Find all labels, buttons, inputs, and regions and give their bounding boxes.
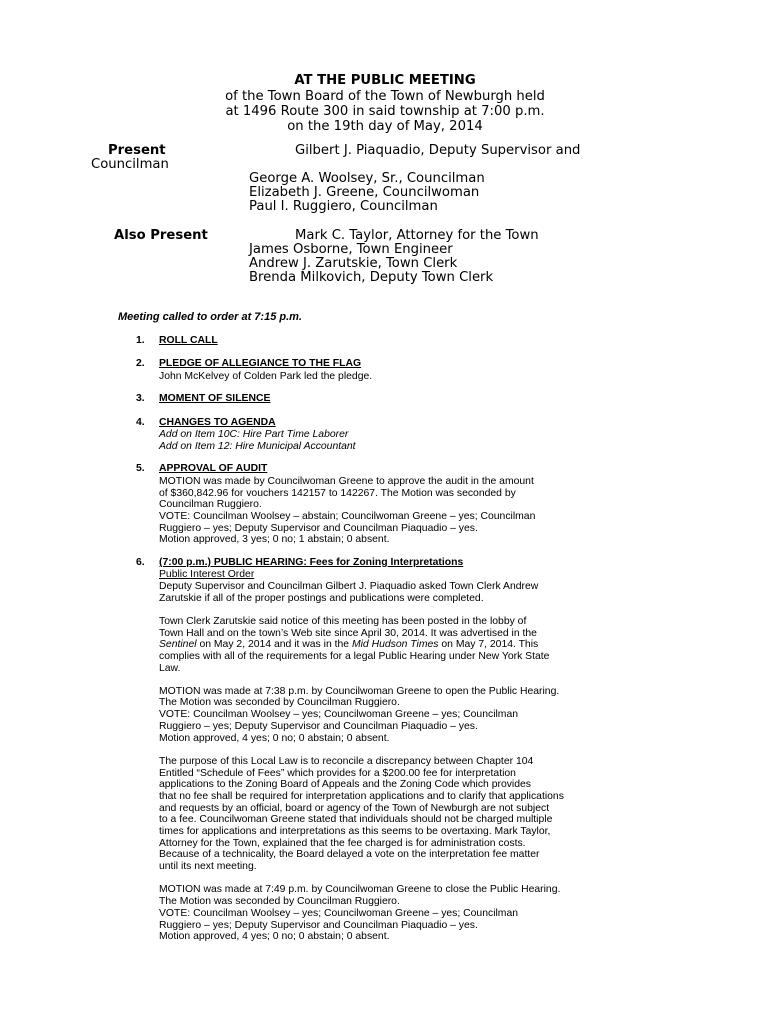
also-present-label: Also Present xyxy=(114,228,208,243)
item-number: 6. xyxy=(136,557,145,568)
also-present-member: Andrew J. Zarutskie, Town Clerk xyxy=(249,256,458,271)
notice-line: Town Hall and on the town’s Web site since April 30, 2014. It was advertised in the xyxy=(159,628,537,639)
open-motion-line: The Motion was seconded by Councilman Ruggiero. xyxy=(159,697,400,708)
present-member: Elizabeth J. Greene, Councilwoman xyxy=(249,185,480,200)
audit-text-line: Ruggiero – yes; Deputy Supervisor and Councilman Piaquadio – yes. xyxy=(159,523,478,534)
item-heading-pledge: PLEDGE OF ALLEGIANCE TO THE FLAG xyxy=(159,358,362,369)
close-motion-line: MOTION was made at 7:49 p.m. by Councilwoman Greene to close the Public Hearing. xyxy=(159,884,561,895)
also-present-first-member: Mark C. Taylor, Attorney for the Town xyxy=(295,228,539,243)
notice-text: on May 7, 2014. This xyxy=(438,639,539,650)
present-label: Present xyxy=(108,143,166,158)
item-number: 4. xyxy=(136,417,145,428)
item-heading-approval-of-audit: APPROVAL OF AUDIT xyxy=(159,463,268,474)
public-interest-order: Public Interest Order xyxy=(159,569,255,580)
open-motion-line: Ruggiero – yes; Deputy Supervisor and Councilman Piaquadio – yes. xyxy=(159,721,478,732)
present-member: Paul I. Ruggiero, Councilman xyxy=(249,199,438,214)
purpose-line: that no fee shall be required for interpretation applications and to clarify that applications xyxy=(159,791,564,802)
open-motion-line: Motion approved, 4 yes; 0 no; 0 abstain; 0 absent. xyxy=(159,733,390,744)
purpose-line: applications to the Zoning Board of Appeals and the Zoning Code which provides xyxy=(159,779,531,790)
purpose-line: times for applications and interpretations as this seems to be overtaxing. Mark Taylor, xyxy=(159,826,551,837)
close-motion-line: Motion approved, 4 yes; 0 no; 0 abstain; 0 absent. xyxy=(159,931,390,942)
item-heading-moment-of-silence: MOMENT OF SILENCE xyxy=(159,393,271,404)
meeting-header-line-3: on the 19th day of May, 2014 xyxy=(287,119,483,134)
purpose-line: Because of a technicality, the Board delayed a vote on the interpretation fee matter xyxy=(159,849,540,860)
pledge-text: John McKelvey of Colden Park led the pledge. xyxy=(159,371,373,382)
purpose-line: The purpose of this Local Law is to reconcile a discrepancy between Chapter 104 xyxy=(159,756,534,767)
newspaper-name: Sentinel xyxy=(159,639,197,650)
newspaper-name: Mid Hudson Times xyxy=(351,639,439,650)
notice-text: on May 2, 2014 and it was in the xyxy=(196,639,352,650)
meeting-header-line-2: at 1496 Route 300 in said township at 7:00 p.m. xyxy=(225,104,545,119)
purpose-line: Attorney for the Town, explained that the fee charged is for administration costs. xyxy=(159,838,526,849)
audit-text-line: MOTION was made by Councilwoman Greene to approve the audit in the amount xyxy=(159,476,534,487)
audit-text-line: Motion approved, 3 yes; 0 no; 1 abstain; 0 absent. xyxy=(159,534,390,545)
notice-line: complies with all of the requirements for a legal Public Hearing under New York State xyxy=(159,651,550,662)
hearing-intro-line: Deputy Supervisor and Councilman Gilbert J. Piaquadio asked Town Clerk Andrew xyxy=(159,581,539,592)
open-motion-line: VOTE: Councilman Woolsey – yes; Councilwoman Greene – yes; Councilman xyxy=(159,709,519,720)
called-to-order: Meeting called to order at 7:15 p.m. xyxy=(118,311,302,323)
purpose-line: to a fee. Councilwoman Greene stated that individuals should not be charged multiple xyxy=(159,814,553,825)
item-heading-public-hearing: (7:00 p.m.) PUBLIC HEARING: Fees for Zoning Interpretations xyxy=(159,557,464,568)
close-motion-line: VOTE: Councilman Woolsey – yes; Councilwoman Greene – yes; Councilman xyxy=(159,908,519,919)
item-number: 1. xyxy=(136,335,145,346)
audit-text-line: Councilman Ruggiero. xyxy=(159,499,262,510)
purpose-line: Entitled “Schedule of Fees” which provides for a $200.00 fee for interpretation xyxy=(159,768,516,779)
item-number: 3. xyxy=(136,393,145,404)
present-member: George A. Woolsey, Sr., Councilman xyxy=(249,171,485,186)
present-first-member: Gilbert J. Piaquadio, Deputy Supervisor and xyxy=(295,143,581,158)
close-motion-line: Ruggiero – yes; Deputy Supervisor and Councilman Piaquadio – yes. xyxy=(159,920,478,931)
also-present-member: Brenda Milkovich, Deputy Town Clerk xyxy=(249,270,494,285)
hearing-intro-line: Zarutskie if all of the proper postings and publications were completed. xyxy=(159,593,484,604)
present-label-continued: Councilman xyxy=(91,157,169,172)
item-number: 2. xyxy=(136,358,145,369)
audit-text-line: VOTE: Councilman Woolsey – abstain; Councilwoman Greene – yes; Councilman xyxy=(159,511,536,522)
also-present-member: James Osborne, Town Engineer xyxy=(249,242,453,257)
item-heading-changes-to-agenda: CHANGES TO AGENDA xyxy=(159,417,276,428)
meeting-header-line-1: of the Town Board of the Town of Newburgh held xyxy=(225,89,545,104)
item-heading-roll-call: ROLL CALL xyxy=(159,335,218,346)
agenda-change: Add on Item 12: Hire Municipal Accountant xyxy=(159,441,356,452)
audit-text-line: of $360,842.96 for vouchers 142157 to 142267. The Motion was seconded by xyxy=(159,488,516,499)
open-motion-line: MOTION was made at 7:38 p.m. by Councilwoman Greene to open the Public Hearing. xyxy=(159,686,560,697)
purpose-line: and requests by an official, board or agency of the Town of Newburgh are not subject xyxy=(159,803,550,814)
notice-line: Law. xyxy=(159,663,181,674)
notice-line xyxy=(159,639,538,651)
notice-line: Town Clerk Zarutskie said notice of this meeting has been posted in the lobby of xyxy=(159,616,527,627)
purpose-line: until its next meeting. xyxy=(159,861,257,872)
close-motion-line: The Motion was seconded by Councilman Ruggiero. xyxy=(159,896,400,907)
meeting-title: AT THE PUBLIC MEETING xyxy=(294,73,476,88)
item-number: 5. xyxy=(136,463,145,474)
agenda-change: Add on Item 10C: Hire Part Time Laborer xyxy=(159,429,349,440)
